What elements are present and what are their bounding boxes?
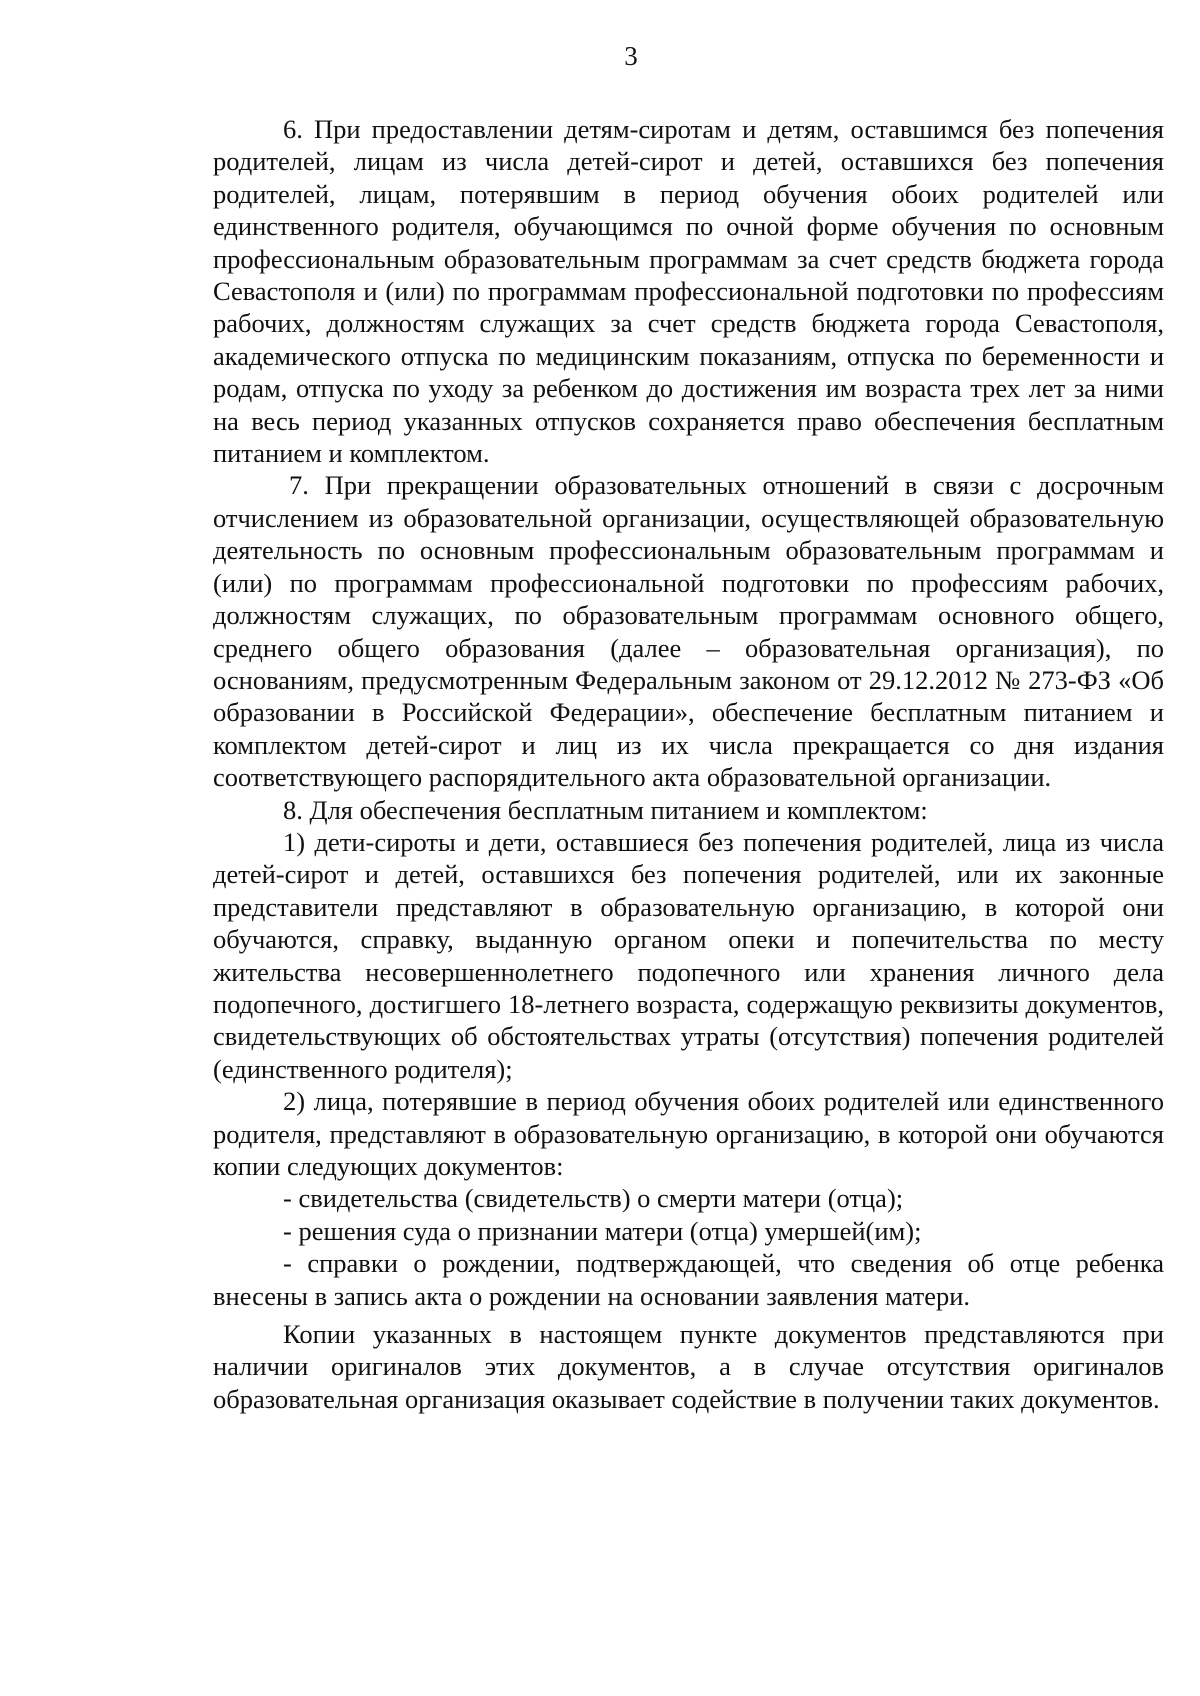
document-list-item-death-certificate: - свидетельства (свидетельств) о смерти матери (отца);: [283, 1183, 904, 1214]
document-list-item-birth-certificate: - справки о рождении, подтверждающей, что сведения об отце ребенка внесены в запись акта о рождении на основании заявления матери.: [213, 1248, 1164, 1311]
paragraph-7: 7. При прекращении образовательных отношений в связи с досрочным отчислением из образовательной организации, осуществляющей образовательную деятельность по основным профессиональным образовательным программам и (или) по программам профессиональной подготовки по профессиям рабочих, должностям служащих, по образовательным программам основного общего, среднего общего образования (далее – образовательная организация), по основаниям, предусмотренным Федеральным законом от 29.12.2012 № 273-ФЗ «Об образовании в Российской Федерации», обеспечение бесплатным питанием и комплектом детей-сирот и лиц из их числа прекращается со дня издания соответствующего распорядительного акта образовательной организации.: [213, 470, 1164, 793]
document-list-item-court-decision: - решения суда о признании матери (отца) умершей(им);: [283, 1215, 922, 1246]
paragraph-6: 6. При предоставлении детям-сиротам и детям, оставшимся без попечения родителей, лицам из числа детей-сирот и детей, оставшихся без попечения родителей, лицам, потерявшим в период обучения обоих родителей или единственного родителя, обучающимся по очной форме обучения по основным профессиональным образовательным программам за счет средств бюджета города Севастополя и (или) по программам профессиональной подготовки по профессиям рабочих, должностям служащих за счет средств бюджета города Севастополя, академического отпуска по медицинским показаниям, отпуска по беременности и родам, отпуска по уходу за ребенком до достижения им возраста трех лет за ними на весь период указанных отпусков сохраняется право обеспечения бесплатным питанием и комплектом.: [213, 114, 1164, 469]
paragraph-8: 8. Для обеспечения бесплатным питанием и комплектом:: [283, 794, 928, 825]
paragraph-8-item-2: 2) лица, потерявшие в период обучения обоих родителей или единственного родителя, представляют в образовательную организацию, в которой они обучаются копии следующих документов:: [213, 1086, 1164, 1181]
paragraph-8-item-1: 1) дети-сироты и дети, оставшиеся без попечения родителей, лица из числа детей-сирот и детей, оставшихся без попечения родителей, или их законные представители представляют в образовательную организацию, в которой они обучаются, справку, выданную органом опеки и попечительства по месту жительства несовершеннолетнего подопечного или хранения личного дела подопечного, достигшего 18-летнего возраста, содержащую реквизиты документов, свидетельствующих об обстоятельствах утраты (отсутствия) попечения родителей (единственного родителя);: [213, 826, 1164, 1084]
page-number: 3: [624, 41, 638, 71]
document-body: [213, 113, 1164, 1415]
paragraph-copies-note: Копии указанных в настоящем пункте документов представляются при наличии оригиналов этих документов, а в случае отсутствия оригиналов образовательная организация оказывает содействие в получении таких документов.: [213, 1319, 1164, 1414]
